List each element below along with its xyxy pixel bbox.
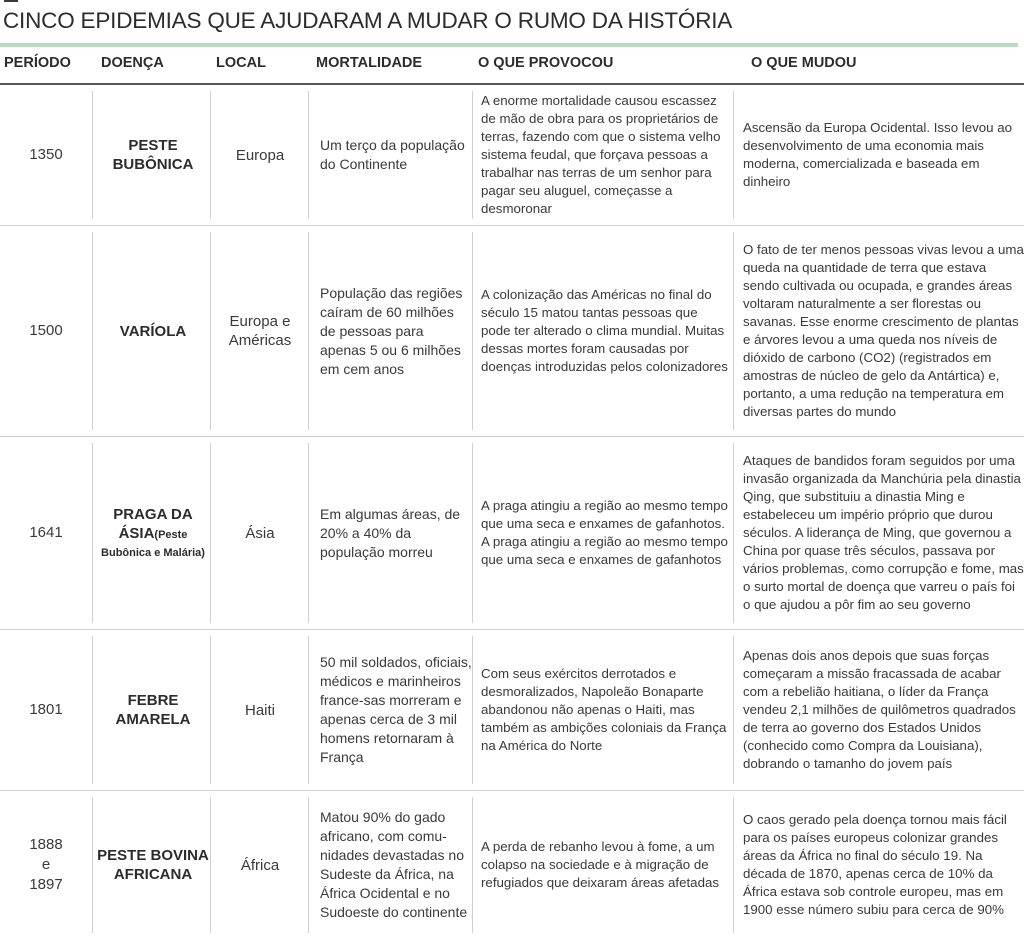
cell-local — [212, 791, 308, 939]
cell-period — [0, 630, 92, 790]
disease-subtitle: (Peste Bubônica e Malária) — [101, 529, 205, 559]
cell-caused — [476, 791, 730, 939]
disease-name: PESTE BOVINA AFRICANA — [97, 847, 209, 883]
cell-caused — [476, 630, 730, 790]
changed-text: Apenas dois anos depois que suas forças começaram a missão fracassada de acabar com a rebelião haitiana, o líder da França vendeu 2,1 milhões de quilômetros quadrados de terra ao governo dos Estados Unidos (conhecido como Compra da Louisiana), dobrando o tamanho do jovem país — [743, 648, 1016, 771]
column-divider — [733, 91, 734, 219]
cell-local — [212, 226, 308, 436]
cell-caused — [476, 226, 730, 436]
table-row — [0, 226, 1024, 436]
column-divider — [210, 797, 211, 933]
period-text: 1888 e 1897 — [29, 836, 63, 893]
mortality-text: Em algumas áreas, de 20% a 40% da população morreu — [320, 505, 461, 560]
column-divider — [308, 91, 309, 219]
changed-text: O caos gerado pela doença tornou mais fácil para os países europeus colonizar grandes áreas da África no final do século 19. Na década de 1870, apenas cerca de 10% da África estava sob controle europeu, mas em 1900 esse número subiu para cerca de 90% — [743, 812, 1007, 917]
column-divider — [472, 443, 473, 623]
top-mark — [4, 0, 18, 2]
column-divider — [308, 797, 309, 933]
table-row — [0, 630, 1024, 790]
column-divider — [733, 797, 734, 933]
cell-caused — [476, 437, 730, 629]
table-row — [0, 85, 1024, 225]
changed-text: Ataques de bandidos foram seguidos por uma invasão organizada da Manchúria pela dinastia Qing, que substituiu a dinastia Ming e estabeleceu um império próprio que durou séculos. A liderança de Ming, que governou a China por quase três séculos, passava por vários problemas, como corrupção e fome, mas o surto mortal de doença que varreu o país foi o que ajudou a pôr fim ao seu governo — [743, 453, 1024, 612]
mortality-text: 50 mil soldados, oficiais, médicos e marinheiros france-sas morreram e apenas cerca de 3 mil homens retornaram à França — [320, 654, 472, 765]
column-divider — [92, 91, 93, 219]
cell-local — [212, 630, 308, 790]
header-local: LOCAL — [216, 55, 266, 71]
column-divider — [472, 636, 473, 784]
column-divider — [210, 91, 211, 219]
header-period: PERÍODO — [4, 55, 71, 71]
table-header — [0, 47, 1024, 83]
column-divider — [308, 636, 309, 784]
cell-changed — [738, 437, 1024, 629]
column-divider — [92, 797, 93, 933]
caused-text: A enorme mortalidade causou escassez de mão de obra para os proprietários de terras, fazendo com que o sistema velho sistema feudal, que forçava pessoas a trabalhar nas terras de um senhor para pagar seu aluguel, começasse a desmoronar — [481, 93, 721, 216]
period-text: 1641 — [29, 524, 63, 541]
column-divider — [472, 232, 473, 430]
cell-period — [0, 85, 92, 225]
column-divider — [472, 797, 473, 933]
local-text: Europa — [235, 146, 285, 164]
cell-disease — [96, 791, 210, 939]
caused-text: A colonização das Américas no final do século 15 matou tantas pessoas que pode ter alterado o clima mundial. Muitas dessas mortes foram causadas por doenças introduzidas pelos colonizadores — [481, 287, 728, 374]
disease-wrap — [96, 846, 210, 884]
cell-disease — [96, 630, 210, 790]
local-text: Haiti — [244, 701, 275, 719]
cell-period — [0, 437, 92, 629]
mortality-text: População das regiões caíram de 60 milhões de pessoas para apenas 5 ou 6 milhões em cem anos — [320, 284, 463, 377]
caused-text: Com seus exércitos derrotados e desmoralizados, Napoleão Bonaparte abandonou não apenas o Haiti, mas também as ambições coloniais da França na América do Norte — [481, 666, 727, 753]
cell-disease — [96, 85, 210, 225]
period-text: 1500 — [29, 322, 63, 339]
column-divider — [210, 232, 211, 430]
disease-name: FEBRE AMARELA — [115, 692, 191, 728]
period-text: 1801 — [29, 701, 63, 718]
column-divider — [92, 232, 93, 430]
local-text: África — [240, 856, 280, 874]
changed-text: O fato de ter menos pessoas vivas levou a uma queda na quantidade de terra que estava sendo cultivada ou ocupada, e grandes áreas voltaram naturalmente a ser florestas ou savanas. Esse enorme crescimento de plantas e árvores levou a uma queda nos níveis de dióxido de carbono (CO2) (registrados em amostras de núcleo de gelo da Antártica) e, portanto, a uma redução na temperatura em diversas partes do mundo — [743, 242, 1024, 419]
header-caused: O QUE PROVOCOU — [478, 55, 614, 71]
disease-name: PRAGA DA ÁSIA — [113, 506, 193, 542]
column-divider — [92, 443, 93, 623]
cell-local — [212, 85, 308, 225]
cell-caused — [476, 85, 730, 225]
cell-disease — [96, 226, 210, 436]
table-row — [0, 791, 1024, 939]
cell-disease — [96, 437, 210, 629]
header-disease: DOENÇA — [101, 55, 164, 71]
disease-wrap — [96, 505, 210, 561]
changed-text: Ascensão da Europa Ocidental. Isso levou ao desenvolvimento de uma economia mais moderna, comercializada e baseada em dinheiro — [743, 120, 1013, 189]
header-changed: O QUE MUDOU — [751, 55, 857, 71]
cell-local — [212, 437, 308, 629]
mortality-text: Um terço da população do Continente — [320, 137, 465, 172]
cell-changed — [738, 226, 1024, 436]
cell-period — [0, 791, 92, 939]
cell-period — [0, 226, 92, 436]
column-divider — [733, 443, 734, 623]
cell-changed — [738, 791, 1024, 939]
cell-changed — [738, 85, 1024, 225]
cell-mortality — [316, 791, 472, 939]
cell-mortality — [316, 437, 472, 629]
column-divider — [733, 232, 734, 430]
local-text: Ásia — [245, 524, 275, 542]
mortality-text: Matou 90% do gado africano, com comu-nidades devastadas no Sudeste da África, na África Ocidental e no Sudoeste do continente — [320, 809, 468, 920]
column-divider — [733, 636, 734, 784]
disease-name: PESTE BUBÔNICA — [112, 137, 194, 173]
disease-wrap — [96, 691, 210, 729]
disease-wrap — [96, 136, 210, 174]
column-divider — [472, 91, 473, 219]
disease-wrap — [120, 322, 186, 341]
disease-name: VARÍOLA — [119, 322, 187, 340]
table-row — [0, 437, 1024, 629]
page-title: CINCO EPIDEMIAS QUE AJUDARAM A MUDAR O RUMO DA HISTÓRIA — [3, 8, 733, 33]
header-mortality: MORTALIDADE — [316, 55, 423, 71]
column-divider — [210, 636, 211, 784]
column-divider — [308, 232, 309, 430]
cell-mortality — [316, 226, 472, 436]
cell-mortality — [316, 630, 472, 790]
period-text: 1350 — [29, 146, 63, 163]
column-divider — [210, 443, 211, 623]
cell-changed — [738, 630, 1024, 790]
caused-text: A perda de rebanho levou à fome, a um colapso na sociedade e à migração de refugiados que deixaram áreas afetadas — [481, 839, 720, 890]
cell-mortality — [316, 85, 472, 225]
caused-text: A praga atingiu a região ao mesmo tempo que uma seca e enxames de gafanhotos. A praga atingiu a região ao mesmo tempo que uma seca e enxames de gafanhotos — [481, 498, 728, 567]
column-divider — [308, 443, 309, 623]
local-text: Europa e Américas — [228, 313, 292, 349]
column-divider — [92, 636, 93, 784]
